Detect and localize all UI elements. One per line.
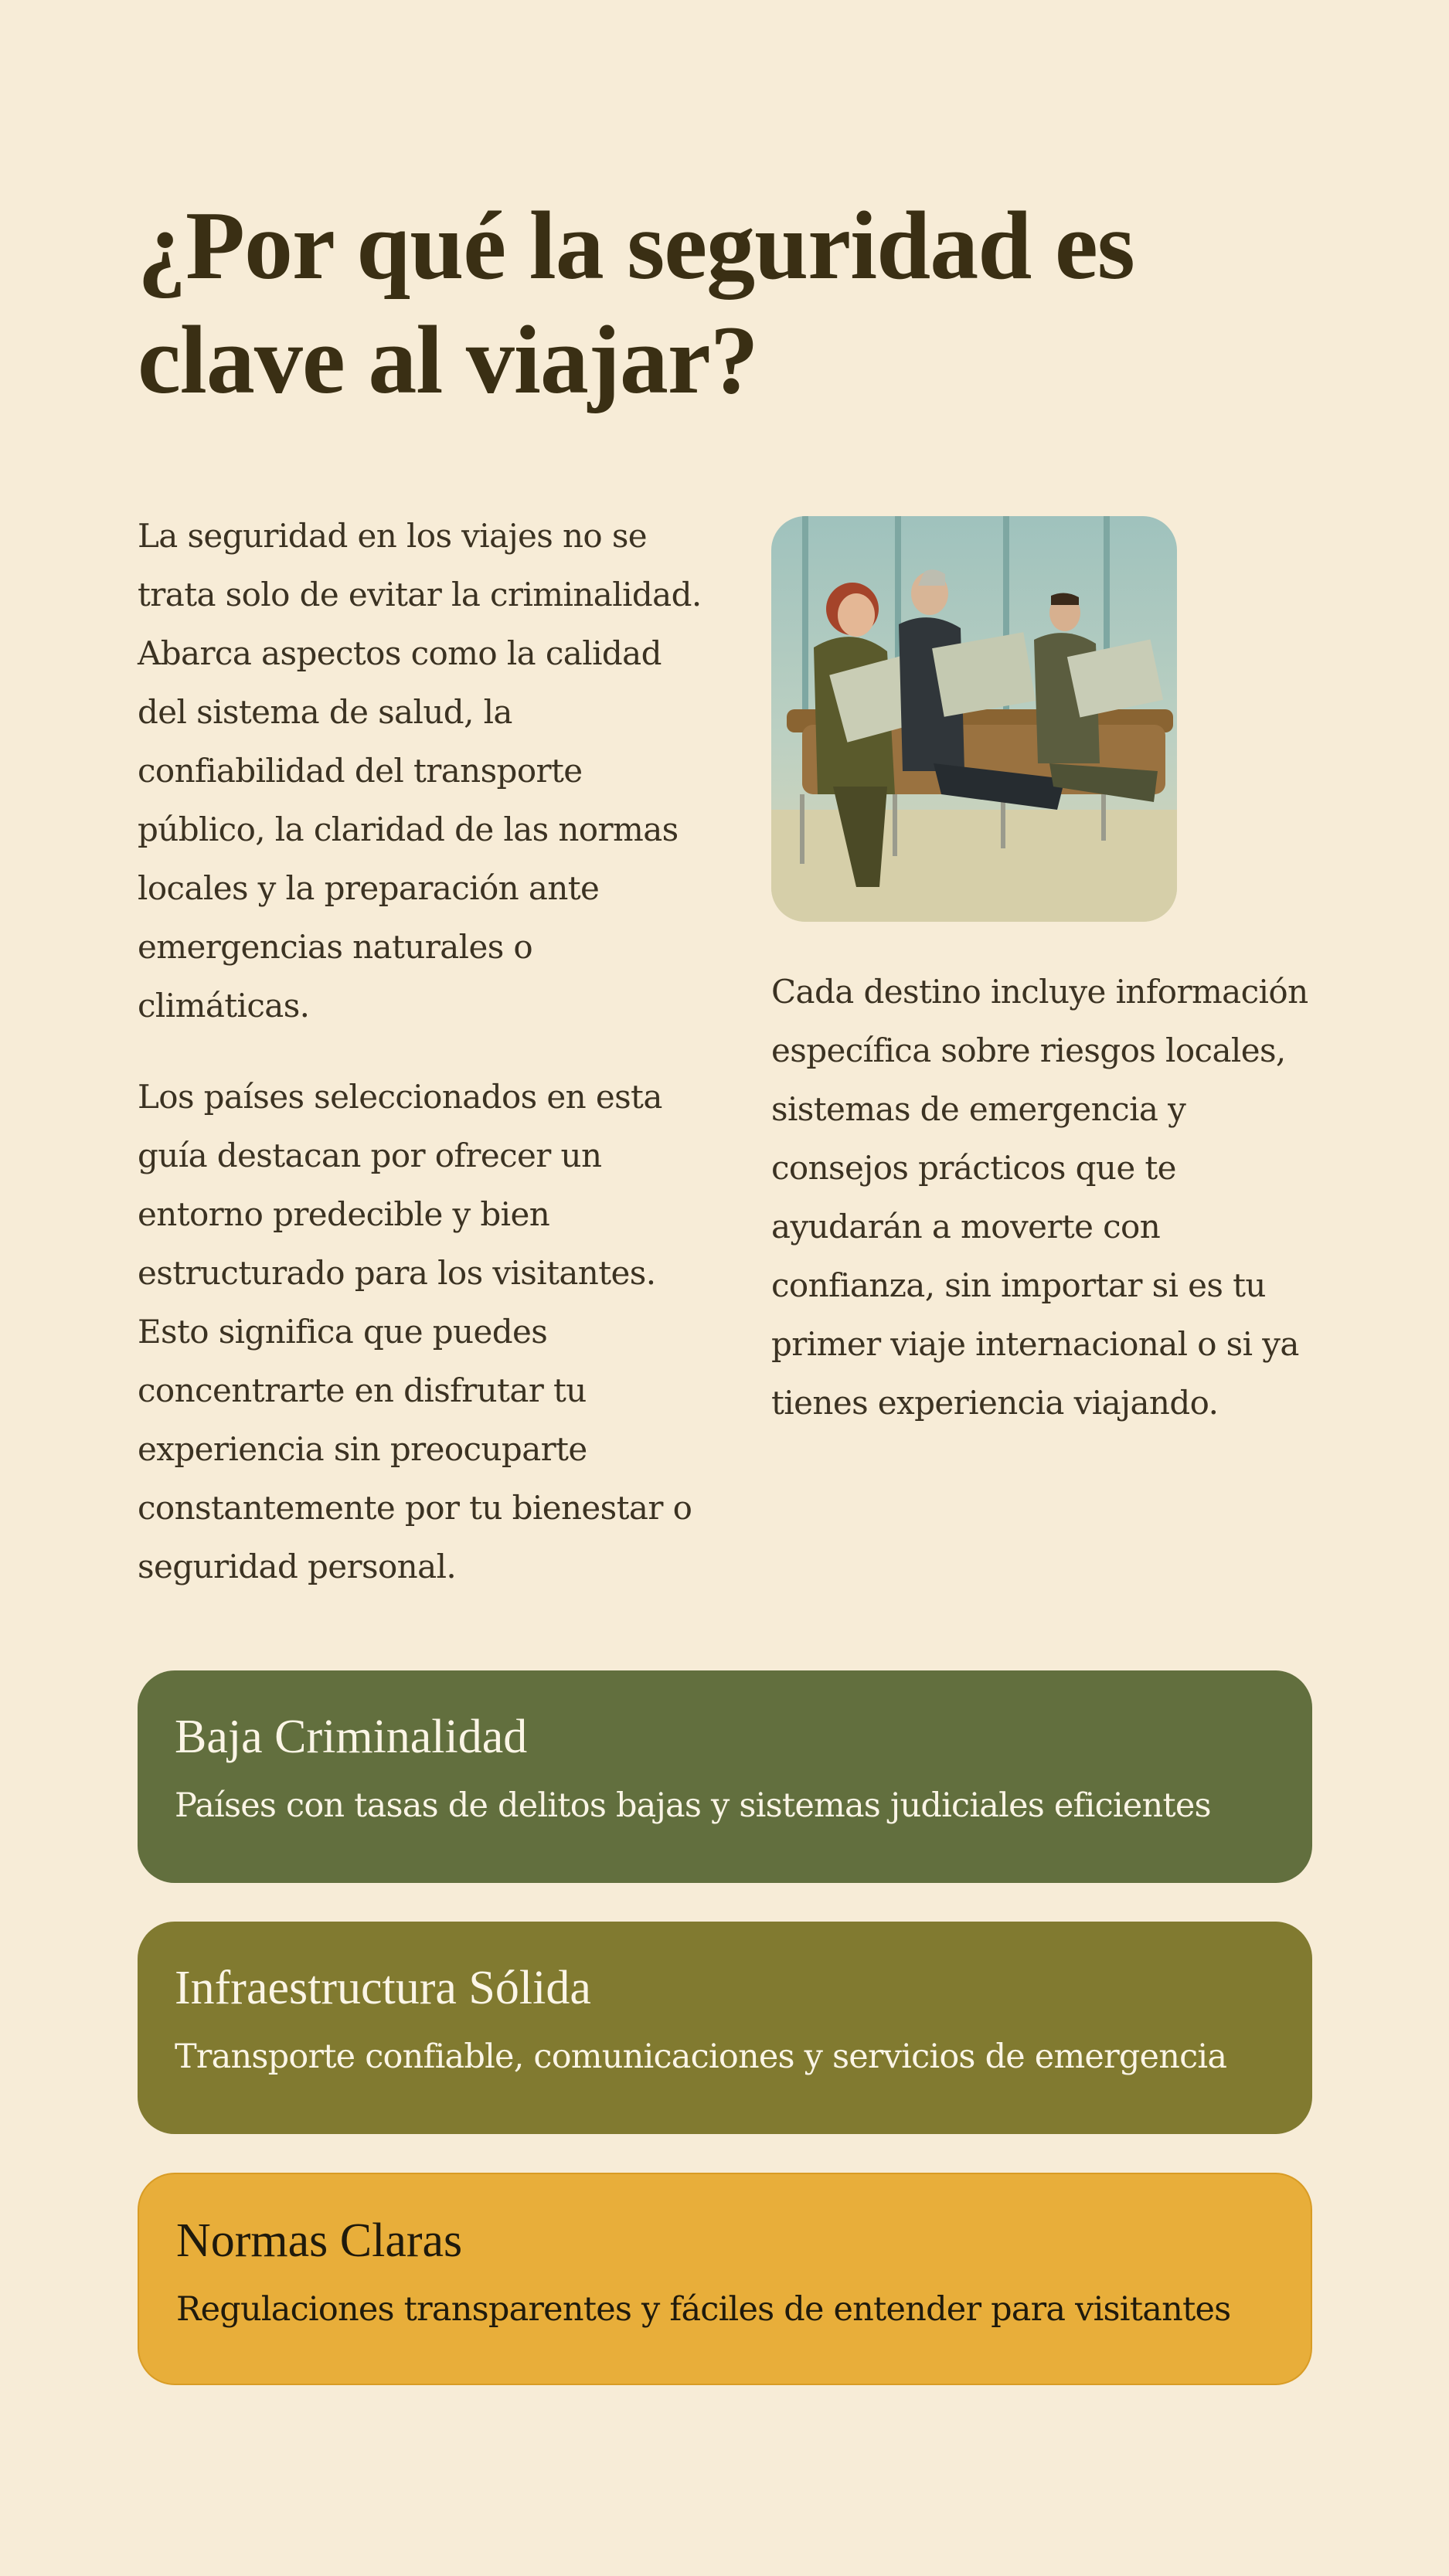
feature-card-description: Transporte confiable, comunicaciones y servicios de emergencia bbox=[175, 2037, 1227, 2076]
feature-card-title: Infraestructura Sólida bbox=[175, 1962, 591, 2014]
feature-card-description: Regulaciones transparentes y fáciles de entender para visitantes bbox=[176, 2290, 1231, 2329]
intro-paragraph: La seguridad en los viajes no se trata solo de evitar la criminalidad. Abarca aspectos como la calidad del sistema de salud, la confiabilidad del transporte público, la claridad de las normas locales y la preparación ante emergencias naturales o climáticas. bbox=[138, 517, 702, 1025]
feature-card-title: Normas Claras bbox=[176, 2214, 463, 2267]
selection-paragraph: Los países seleccionados en esta guía destacan por ofrecer un entorno predecible y bien estructurado para los visitantes. Esto significa que puedes concentrarte en disfrutar tu experiencia sin preocuparte constantemente por tu bienestar o seguridad personal. bbox=[138, 1078, 692, 1585]
feature-card-low-crime bbox=[138, 1670, 1312, 1883]
feature-card-title: Baja Criminalidad bbox=[175, 1711, 528, 1763]
page-title: ¿Por qué la seguridad es clave al viajar? bbox=[138, 192, 1134, 414]
feature-card-description: Países con tasas de delitos bajas y sistemas judiciales eficientes bbox=[175, 1786, 1211, 1825]
feature-card-clear-rules bbox=[138, 2173, 1312, 2385]
travelers-reading-photo bbox=[771, 516, 1177, 922]
destinations-paragraph: Cada destino incluye información específica sobre riesgos locales, sistemas de emergencia y consejos prácticos que te ayudarán a moverte con confianza, sin importar si es tu primer viaje internacional o si ya tienes experiencia viajando. bbox=[771, 973, 1308, 1422]
feature-card-infrastructure bbox=[138, 1922, 1312, 2134]
